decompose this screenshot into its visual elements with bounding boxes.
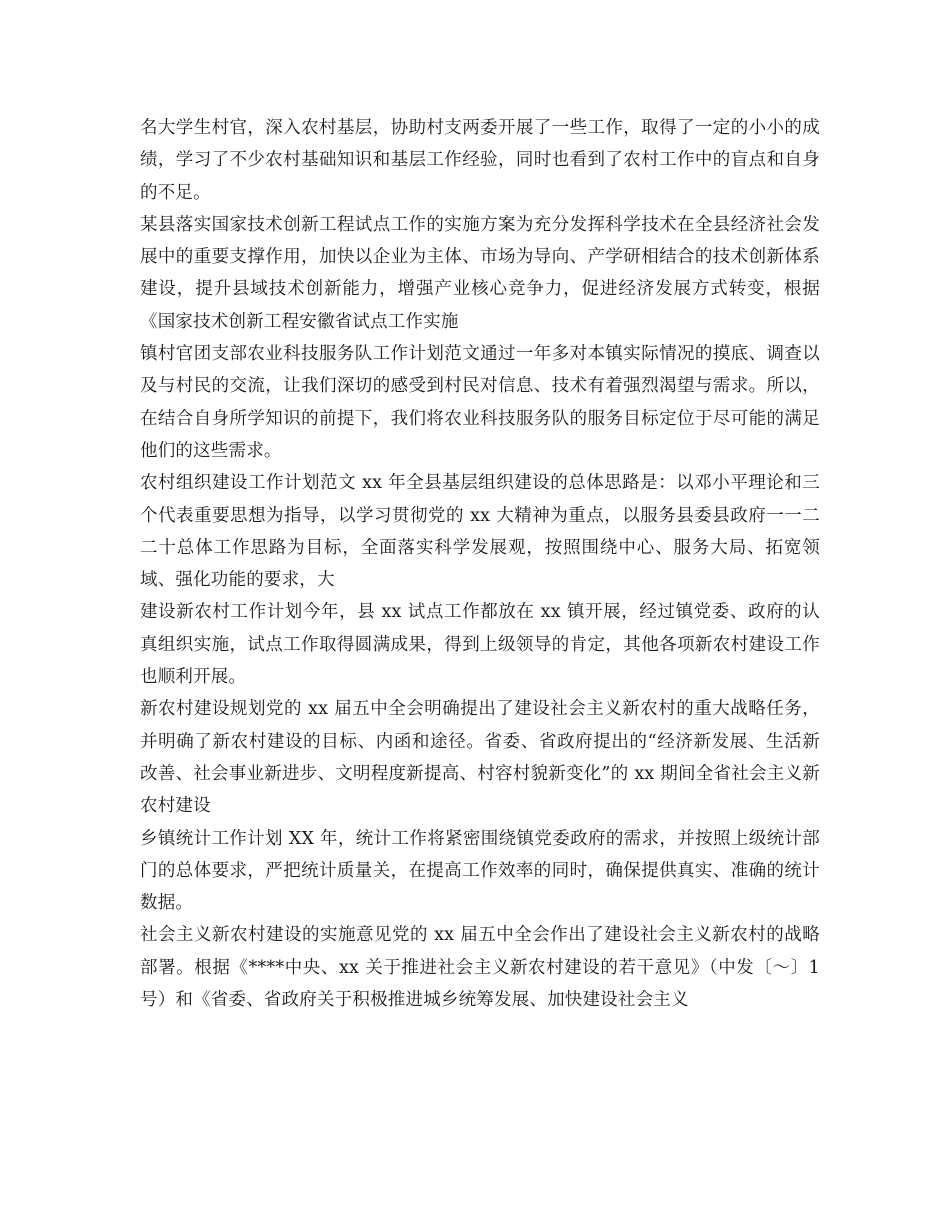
document-body <box>140 112 820 1016</box>
paragraph: 镇村官团支部农业科技服务队工作计划范文通过一年多对本镇实际情况的摸底、调查以及与村民的交流，让我们深切的感受到村民对信息、技术有着强烈渴望与需求。所以，在结合自身所学知识的前提下，我们将农业科技服务队的服务目标定位于尽可能的满足他们的这些需求。 <box>140 344 820 461</box>
paragraph: 某县落实国家技术创新工程试点工作的实施方案为充分发挥科学技术在全县经济社会发展中的重要支撑作用，加快以企业为主体、市场为导向、产学研相结合的技术创新体系建设，提升县域技术创新能力，增强产业核心竞争力，促进经济发展方式转变，根据《国家技术创新工程安徽省试点工作实施 <box>140 214 820 332</box>
paragraph: 名大学生村官，深入农村基层，协助村支两委开展了一些工作，取得了一定的小小的成绩，学习了不少农村基础知识和基层工作经验，同时也看到了农村工作中的盲点和自身的不足。 <box>140 118 820 203</box>
paragraph: 乡镇统计工作计划 XX 年，统计工作将紧密围绕镇党委政府的需求，并按照上级统计部门的总体要求，严把统计质量关，在提高工作效率的同时，确保提供真实、准确的统计数据。 <box>140 828 820 914</box>
paragraph: 农村组织建设工作计划范文 xx 年全县基层组织建设的总体思路是：以邓小平理论和三个代表重要思想为指导，以学习贯彻党的 xx 大精神为重点，以服务县委县政府一一二二十总体工作思路为目标，全面落实科学发展观，按照围绕中心、服务大局、拓宽领域、强化功能的要求，大 <box>140 473 820 591</box>
paragraph: 建设新农村工作计划今年，县 xx 试点工作都放在 xx 镇开展，经过镇党委、政府的认真组织实施，试点工作取得圆满成果，得到上级领导的肯定，其他各项新农村建设工作也顺利开展。 <box>140 602 820 688</box>
paragraph: 社会主义新农村建设的实施意见党的 xx 届五中全会作出了建设社会主义新农村的战略部署。根据《****中央、xx 关于推进社会主义新农村建设的若干意见》（中发〔～〕1 号）和《省委、省政府关于积极推进城乡统筹发展、加快建设社会主义 <box>140 925 820 1011</box>
paragraph: 新农村建设规划党的 xx 届五中全会明确提出了建设社会主义新农村的重大战略任务，并明确了新农村建设的目标、内函和途径。省委、省政府提出的“经济新发展、生活新改善、社会事业新进步、文明程度新提高、村容村貌新变化”的 xx 期间全省社会主义新农村建设 <box>140 699 820 817</box>
